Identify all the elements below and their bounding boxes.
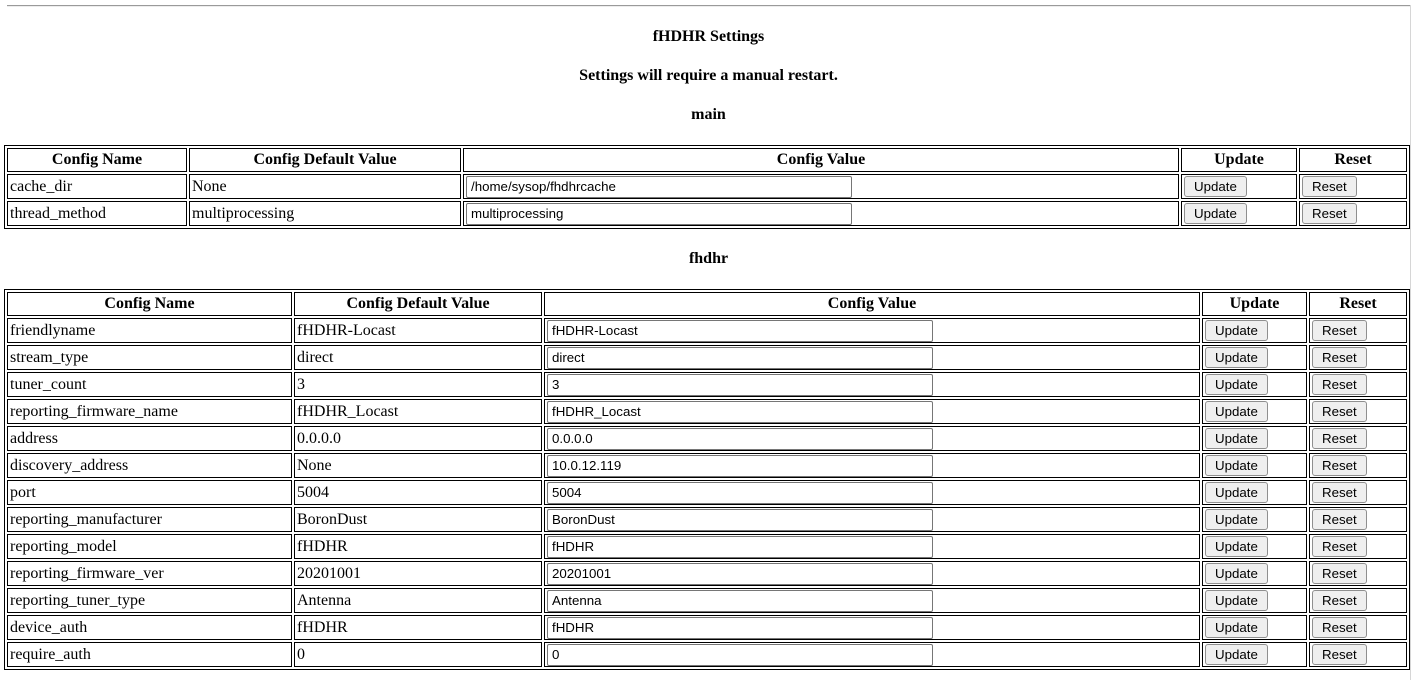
update-cell [1202, 399, 1307, 424]
restart-notice: Settings will require a manual restart. [579, 67, 838, 84]
config-row-reporting_tuner_type [7, 588, 1407, 613]
config-name-cell: reporting_manufacturer [7, 507, 292, 532]
page-title: fHDHR Settings [652, 28, 765, 45]
column-header-config-value: Config Value [463, 148, 1179, 172]
config-default-cell: direct [294, 345, 542, 370]
config-value-input-reporting_firmware_name[interactable] [547, 401, 933, 423]
update-cell [1202, 534, 1307, 559]
update-cell [1202, 453, 1307, 478]
config-value-input-require_auth[interactable] [547, 644, 933, 666]
config-default-cell: None [294, 453, 542, 478]
update-button-reporting_tuner_type[interactable]: Update [1205, 590, 1268, 611]
config-name-cell: reporting_firmware_name [7, 399, 292, 424]
config-value-input-device_auth[interactable] [547, 617, 933, 639]
reset-button-port[interactable]: Reset [1312, 482, 1367, 503]
config-row-reporting_model [7, 534, 1407, 559]
config-value-cell [544, 318, 1200, 343]
column-header-update: Update [1181, 148, 1297, 172]
config-default-cell: None [189, 174, 461, 199]
config-table-fhdhr [4, 289, 1410, 670]
config-row-friendlyname [7, 318, 1407, 343]
config-default-cell: BoronDust [294, 507, 542, 532]
config-value-cell [544, 561, 1200, 586]
update-cell [1181, 174, 1297, 199]
config-default-cell: Antenna [294, 588, 542, 613]
config-name-cell: port [7, 480, 292, 505]
update-button-port[interactable]: Update [1205, 482, 1268, 503]
update-cell [1202, 480, 1307, 505]
reset-cell [1309, 588, 1407, 613]
reset-cell [1299, 201, 1407, 226]
config-name-cell: require_auth [7, 642, 292, 667]
config-value-cell [544, 426, 1200, 451]
update-button-stream_type[interactable]: Update [1205, 347, 1268, 368]
config-row-thread_method [7, 201, 1407, 226]
config-name-cell: device_auth [7, 615, 292, 640]
update-cell [1181, 201, 1297, 226]
reset-cell [1309, 426, 1407, 451]
config-value-input-reporting_tuner_type[interactable] [547, 590, 933, 612]
reset-cell [1309, 453, 1407, 478]
config-value-cell [544, 615, 1200, 640]
config-default-cell: 5004 [294, 480, 542, 505]
settings-sections [0, 106, 1417, 670]
config-row-device_auth [7, 615, 1407, 640]
config-value-cell [544, 642, 1200, 667]
table-header-row [7, 292, 1407, 316]
update-button-reporting_firmware_name[interactable]: Update [1205, 401, 1268, 422]
update-button-friendlyname[interactable]: Update [1205, 320, 1268, 341]
reset-button-friendlyname[interactable]: Reset [1312, 320, 1367, 341]
top-divider [7, 5, 1410, 7]
config-name-cell: reporting_tuner_type [7, 588, 292, 613]
update-cell [1202, 561, 1307, 586]
config-default-cell: fHDHR_Locast [294, 399, 542, 424]
reset-cell [1309, 507, 1407, 532]
update-button-require_auth[interactable]: Update [1205, 644, 1268, 665]
reset-button-address[interactable]: Reset [1312, 428, 1367, 449]
column-header-config-name: Config Name [7, 148, 187, 172]
update-button-discovery_address[interactable]: Update [1205, 455, 1268, 476]
reset-button-reporting_manufacturer[interactable]: Reset [1312, 509, 1367, 530]
config-value-input-cache_dir[interactable] [466, 176, 852, 198]
reset-cell [1309, 534, 1407, 559]
reset-cell [1309, 318, 1407, 343]
config-row-reporting_manufacturer [7, 507, 1407, 532]
reset-button-tuner_count[interactable]: Reset [1312, 374, 1367, 395]
update-cell [1202, 615, 1307, 640]
update-button-device_auth[interactable]: Update [1205, 617, 1268, 638]
config-value-input-thread_method[interactable] [466, 203, 852, 225]
config-default-cell: 3 [294, 372, 542, 397]
reset-cell [1309, 615, 1407, 640]
config-default-cell: 0 [294, 642, 542, 667]
config-default-cell: multiprocessing [189, 201, 461, 226]
config-name-cell: discovery_address [7, 453, 292, 478]
config-value-input-discovery_address[interactable] [547, 455, 933, 477]
reset-button-cache_dir[interactable]: Reset [1302, 176, 1357, 197]
config-value-cell [544, 480, 1200, 505]
update-cell [1202, 345, 1307, 370]
table-header-row [7, 148, 1407, 172]
update-cell [1202, 372, 1307, 397]
config-row-reporting_firmware_name [7, 399, 1407, 424]
update-button-cache_dir[interactable]: Update [1184, 176, 1247, 197]
column-header-config-value: Config Value [544, 292, 1200, 316]
config-value-cell [544, 372, 1200, 397]
reset-button-reporting_tuner_type[interactable]: Reset [1312, 590, 1367, 611]
section-heading-main: main [691, 106, 726, 123]
reset-button-discovery_address[interactable]: Reset [1312, 455, 1367, 476]
config-default-cell: fHDHR [294, 534, 542, 559]
config-value-cell [544, 534, 1200, 559]
config-name-cell: cache_dir [7, 174, 187, 199]
update-button-reporting_firmware_ver[interactable]: Update [1205, 563, 1268, 584]
config-value-cell [463, 174, 1179, 199]
config-value-input-reporting_model[interactable] [547, 536, 933, 558]
config-name-cell: reporting_model [7, 534, 292, 559]
config-row-address [7, 426, 1407, 451]
column-header-update: Update [1202, 292, 1307, 316]
update-cell [1202, 507, 1307, 532]
reset-cell [1309, 642, 1407, 667]
config-table-main [4, 145, 1410, 229]
update-cell [1202, 588, 1307, 613]
column-header-config-default-value: Config Default Value [189, 148, 461, 172]
update-cell [1202, 642, 1307, 667]
config-name-cell: reporting_firmware_ver [7, 561, 292, 586]
config-name-cell: friendlyname [7, 318, 292, 343]
column-header-reset: Reset [1309, 292, 1407, 316]
column-header-config-default-value: Config Default Value [294, 292, 542, 316]
reset-cell [1309, 561, 1407, 586]
reset-cell [1309, 345, 1407, 370]
reset-button-device_auth[interactable]: Reset [1312, 617, 1367, 638]
update-cell [1202, 318, 1307, 343]
update-button-address[interactable]: Update [1205, 428, 1268, 449]
page-right-edge-line [1410, 5, 1411, 680]
config-row-discovery_address [7, 453, 1407, 478]
column-header-config-name: Config Name [7, 292, 292, 316]
update-cell [1202, 426, 1307, 451]
config-value-cell [544, 345, 1200, 370]
config-name-cell: address [7, 426, 292, 451]
reset-cell [1309, 480, 1407, 505]
config-value-input-reporting_firmware_ver[interactable] [547, 563, 933, 585]
reset-button-reporting_firmware_ver[interactable]: Reset [1312, 563, 1367, 584]
update-button-reporting_manufacturer[interactable]: Update [1205, 509, 1268, 530]
fhdhr-settings-page [0, 5, 1417, 670]
reset-cell [1309, 399, 1407, 424]
config-value-input-reporting_manufacturer[interactable] [547, 509, 933, 531]
config-value-cell [463, 201, 1179, 226]
reset-button-reporting_firmware_name[interactable]: Reset [1312, 401, 1367, 422]
reset-cell [1309, 372, 1407, 397]
update-button-thread_method[interactable]: Update [1184, 203, 1247, 224]
config-row-reporting_firmware_ver [7, 561, 1407, 586]
reset-cell [1299, 174, 1407, 199]
config-value-cell [544, 399, 1200, 424]
config-row-tuner_count [7, 372, 1407, 397]
config-value-input-address[interactable] [547, 428, 933, 450]
config-row-port [7, 480, 1407, 505]
config-name-cell: tuner_count [7, 372, 292, 397]
config-value-input-friendlyname[interactable] [547, 320, 933, 342]
config-row-require_auth [7, 642, 1407, 667]
section-heading-fhdhr: fhdhr [688, 250, 729, 267]
reset-button-reporting_model[interactable]: Reset [1312, 536, 1367, 557]
config-name-cell: thread_method [7, 201, 187, 226]
reset-button-thread_method[interactable]: Reset [1302, 203, 1357, 224]
config-default-cell: fHDHR [294, 615, 542, 640]
column-header-reset: Reset [1299, 148, 1407, 172]
update-button-tuner_count[interactable]: Update [1205, 374, 1268, 395]
config-value-cell [544, 453, 1200, 478]
config-value-input-stream_type[interactable] [547, 347, 933, 369]
reset-button-stream_type[interactable]: Reset [1312, 347, 1367, 368]
config-value-cell [544, 507, 1200, 532]
config-default-cell: 0.0.0.0 [294, 426, 542, 451]
config-value-input-tuner_count[interactable] [547, 374, 933, 396]
update-button-reporting_model[interactable]: Update [1205, 536, 1268, 557]
config-default-cell: 20201001 [294, 561, 542, 586]
config-row-cache_dir [7, 174, 1407, 199]
reset-button-require_auth[interactable]: Reset [1312, 644, 1367, 665]
config-value-input-port[interactable] [547, 482, 933, 504]
config-value-cell [544, 588, 1200, 613]
config-name-cell: stream_type [7, 345, 292, 370]
config-default-cell: fHDHR-Locast [294, 318, 542, 343]
config-row-stream_type [7, 345, 1407, 370]
